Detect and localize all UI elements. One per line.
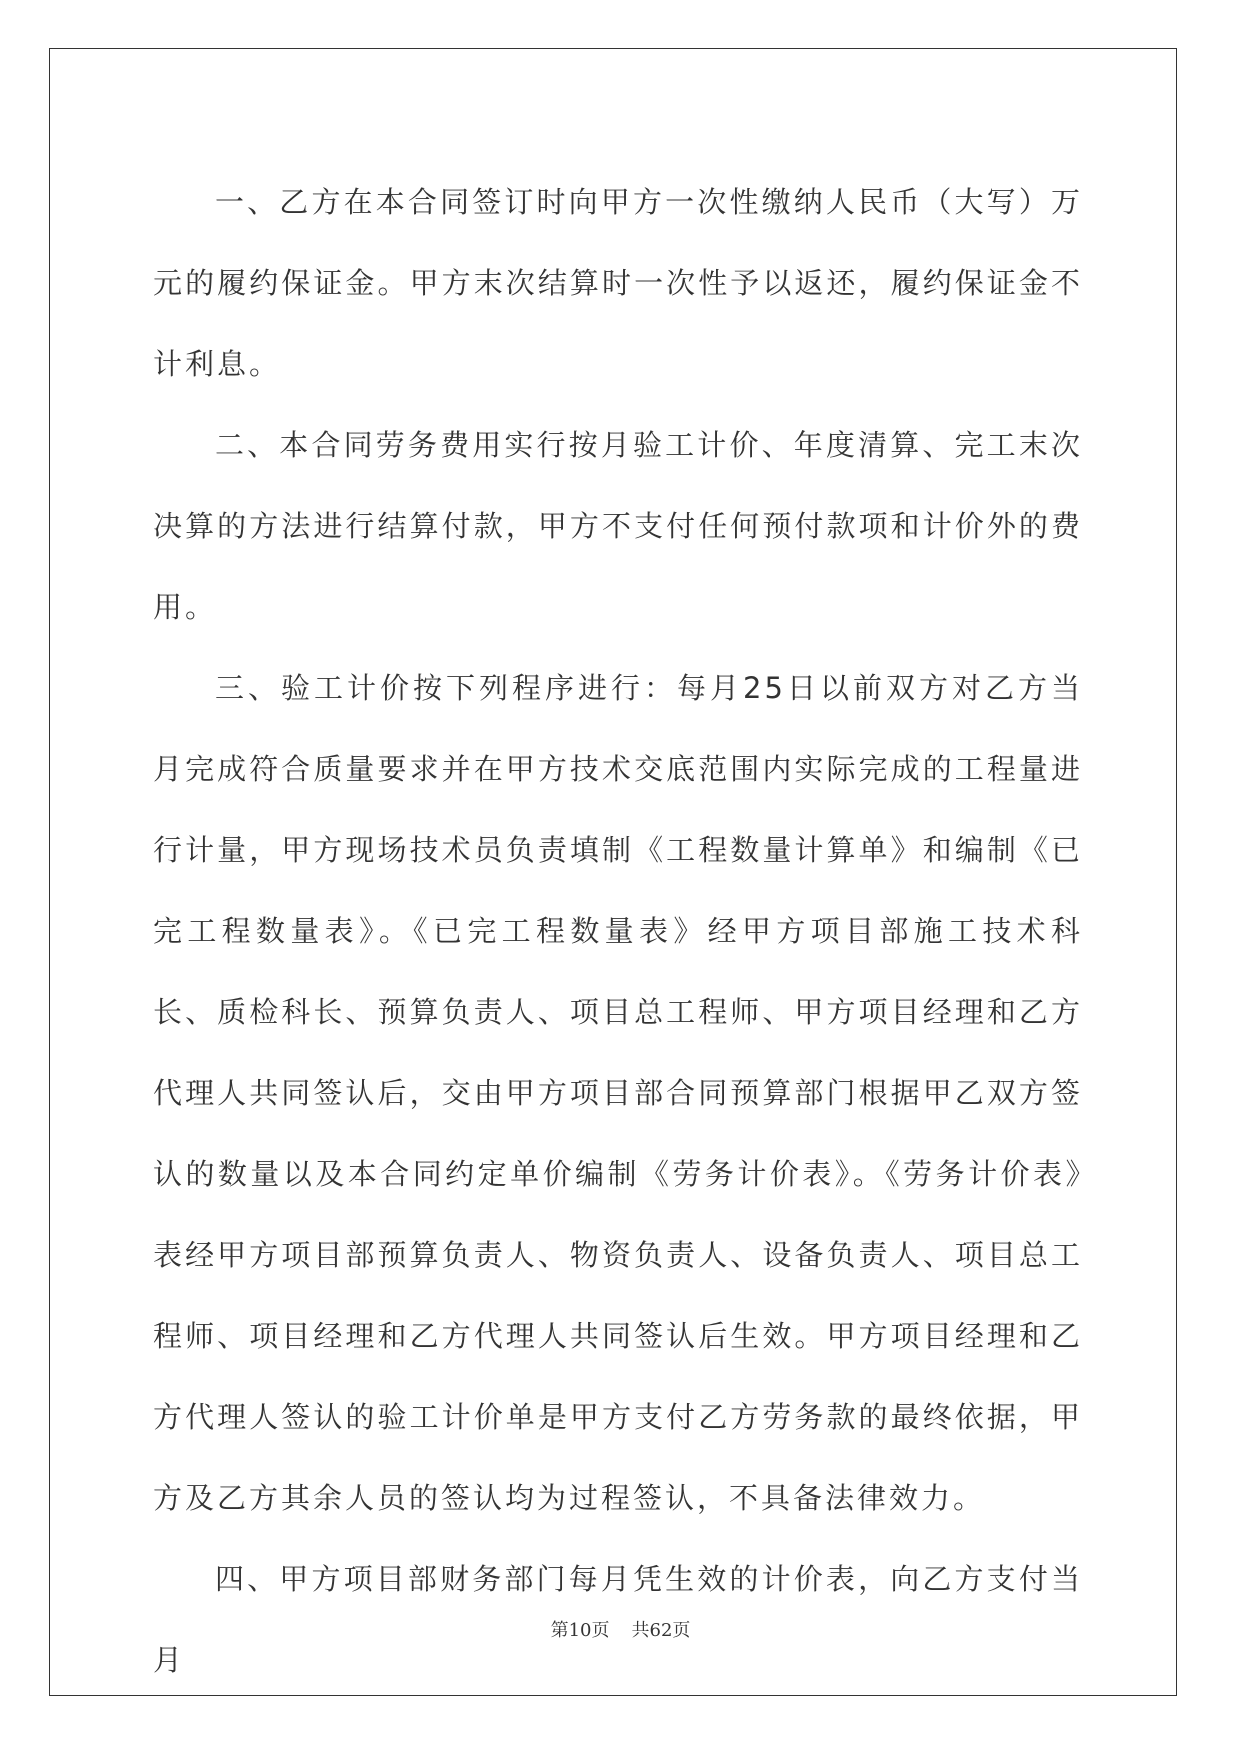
document-body xyxy=(153,162,1083,1701)
paragraph-4: 四、甲方项目部财务部门每月凭生效的计价表，向乙方支付当月 xyxy=(153,1562,1083,1677)
paragraph-3: 三、验工计价按下列程序进行：每月25日以前双方对乙方当月完成符合质量要求并在甲方技术交底范围内实际完成的工程量进行计量，甲方现场技术员负责填制《工程数量计算单》和编制《已完工程数量表》。《已完工程数量表》经甲方项目部施工技术科长、质检科长、预算负责人、项目总工程师、甲方项目经理和乙方代理人共同签认后，交由甲方项目部合同预算部门根据甲乙双方签认的数量以及本合同约定单价编制《劳务计价表》。《劳务计价表》表经甲方项目部预算负责人、物资负责人、设备负责人、项目总工程师、项目经理和乙方代理人共同签认后生效。甲方项目经理和乙方代理人签认的验工计价单是甲方支付乙方劳务款的最终依据，甲方及乙方其余人员的签认均为过程签认，不具备法律效力。 xyxy=(153,671,1083,1515)
page-total: 共62页 xyxy=(631,1620,691,1641)
page-number: 第10页 xyxy=(550,1620,610,1641)
paragraph-1: 一、乙方在本合同签订时向甲方一次性缴纳人民币（大写）万元的履约保证金。甲方末次结算时一次性予以返还，履约保证金不计利息。 xyxy=(153,185,1083,381)
paragraph-2: 二、本合同劳务费用实行按月验工计价、年度清算、完工末次决算的方法进行结算付款，甲方不支付任何预付款项和计价外的费用。 xyxy=(153,428,1083,624)
page-footer xyxy=(0,1616,1241,1642)
